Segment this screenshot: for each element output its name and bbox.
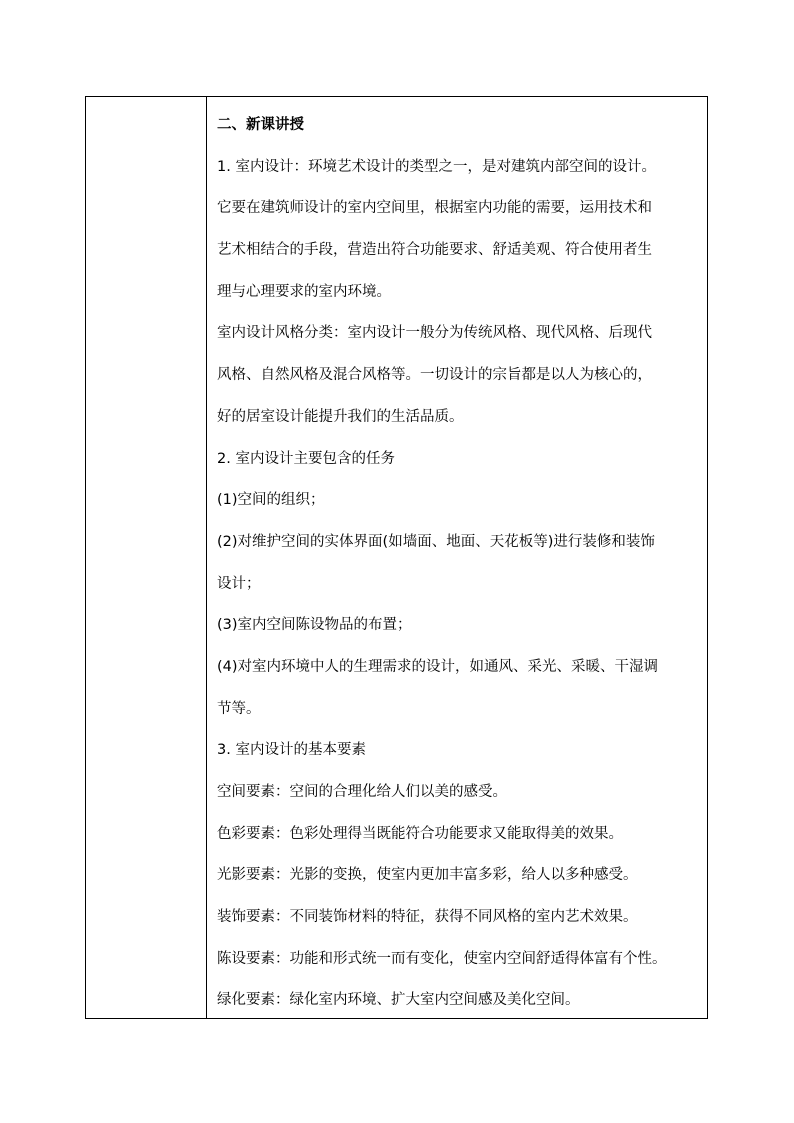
text-line: 它要在建筑师设计的室内空间里，根据室内功能的需要，运用技术和: [217, 200, 652, 217]
text-line: 光影要素：光影的变换，使室内更加丰富多彩，给人以多种感受。: [217, 867, 638, 884]
text-line: 设计；: [217, 575, 261, 592]
text-line: 色彩要素：色彩处理得当既能符合功能要求又能取得美的效果。: [217, 825, 623, 842]
text-line: (2)对维护空间的实体界面(如墙面、地面、天花板等)进行装修和装饰: [217, 533, 655, 550]
text-line: 室内设计风格分类：室内设计一般分为传统风格、现代风格、后现代: [217, 325, 652, 342]
text-line: 节等。: [217, 700, 261, 717]
text-line: 陈设要素：功能和形式统一而有变化，使室内空间舒适得体富有个性。: [217, 950, 667, 967]
section-heading: 二、新课讲授: [217, 117, 304, 133]
text-line: 装饰要素：不同装饰材料的特征，获得不同风格的室内艺术效果。: [217, 909, 638, 926]
text-line: 1. 室内设计：环境艺术设计的类型之一，是对建筑内部空间的设计。: [217, 158, 656, 175]
lesson-table: [85, 96, 708, 1019]
text-line: 好的居室设计能提升我们的生活品质。: [217, 408, 464, 425]
text-line: 3. 室内设计的基本要素: [217, 742, 366, 759]
text-line: 艺术相结合的手段，营造出符合功能要求、舒适美观、符合使用者生: [217, 242, 652, 259]
text-line: 2. 室内设计主要包含的任务: [217, 450, 395, 467]
text-line: 风格、自然风格及混合风格等。一切设计的宗旨都是以人为核心的，: [217, 367, 652, 384]
text-line: (1)空间的组织；: [217, 492, 325, 509]
text-line: 理与心理要求的室内环境。: [217, 283, 391, 300]
text-line: (3)室内空间陈设物品的布置；: [217, 617, 412, 634]
content-cell: [207, 97, 707, 1018]
text-line: 空间要素：空间的合理化给人们以美的感受。: [217, 784, 507, 800]
left-empty-cell: [86, 97, 207, 1018]
text-line: 绿化要素：绿化室内环境、扩大室内空间感及美化空间。: [217, 992, 580, 1009]
text-line: (4)对室内环境中人的生理需求的设计，如通风、采光、采暖、干湿调: [217, 658, 659, 675]
